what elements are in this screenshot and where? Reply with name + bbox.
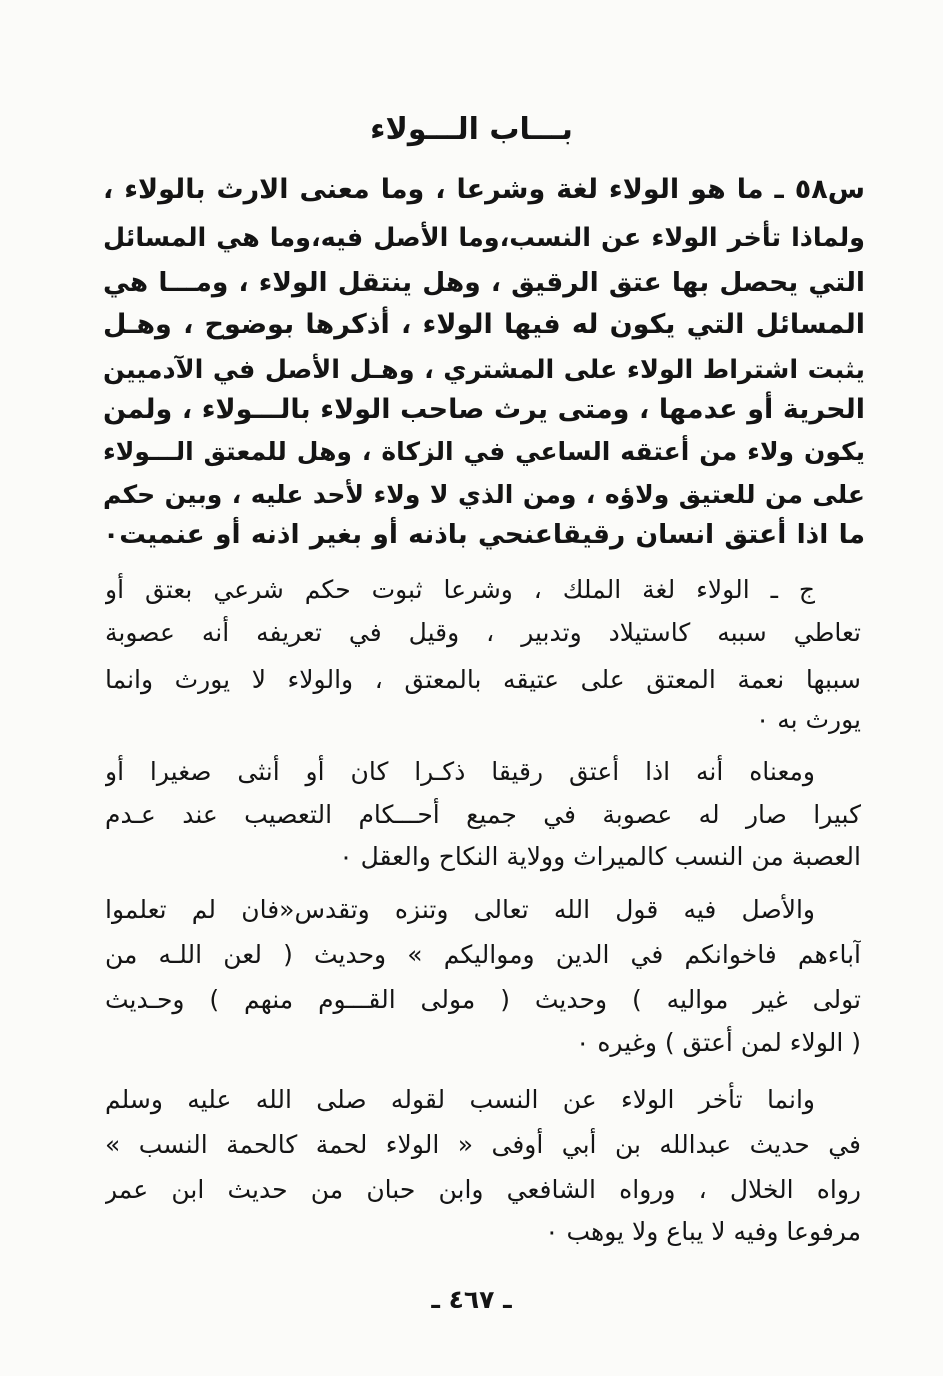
answer-line: العصبة من النسب كالميراث وولاية النكاح والعقل ٠	[339, 842, 861, 871]
question-line: ما اذا أعتق انسان رقيقاعنحي باذنه أو بغير اذنه أو عنميت٠	[103, 519, 865, 550]
answer-line: مرفوعا وفيه لا يباع ولا يوهب ٠	[545, 1217, 861, 1246]
question-line: التي يحصل بها عتق الرقيق ، وهل ينتقل الولاء ، ومـــا هي	[103, 267, 865, 298]
question-line: يكون ولاء من أعتقه الساعي في الزكاة ، وهل للمعتق الـــولاء	[103, 437, 865, 466]
answer-line: وانما تأخر الولاء عن النسب لقوله صلى الله عليه وسلم	[105, 1085, 815, 1114]
answer-line: تعاطي سببه كاستيلاد وتدبير ، وقيل في تعريفه أنه عصوبة	[105, 618, 861, 647]
answer-line: ج ـ الولاء لغة الملك ، وشرعا ثبوت حكم شرعي بعتق أو	[105, 575, 815, 604]
answer-line: ومعناه أنه اذا أعتق رقيقا ذكـرا كان أو أنثى صغيرا أو	[105, 757, 815, 786]
answer-line: في حديث عبدالله بن أبي أوفى « الولاء لحمة كالحمة النسب »	[105, 1130, 861, 1159]
question-line: الحرية أو عدمها ، ومتى يرث صاحب الولاء بالـــولاء ، ولمن	[103, 394, 865, 425]
answer-line: آباءهم فاخوانكم في الدين ومواليكم » وحديث ( لعن اللـه من	[105, 940, 861, 969]
question-line: س٥٨ ـ ما هو الولاء لغة وشرعا ، وما معنى الارث بالولاء ،	[103, 174, 865, 205]
answer-line: رواه الخلال ، ورواه الشافعي وابن حبان من حديث ابن عمر	[105, 1175, 861, 1204]
answer-line: تولى غير مواليه ) وحديث ( مولى القـــوم منهم ) وحـديث	[105, 985, 861, 1014]
page-number: ـ ٤٦٧ ـ	[431, 1285, 512, 1314]
answer-line: والأصل فيه قول الله تعالى وتنزه وتقدس«فان لم تعلموا	[105, 895, 815, 924]
question-line: المسائل التي يكون له فيها الولاء ، أذكرها بوضوح ، وهـل	[103, 309, 865, 340]
answer-line: كبيرا صار له عصوبة في جميع أحـــكام التعصيب عند عـدم	[105, 800, 861, 829]
chapter-title: بـــاب الـــولاء	[370, 112, 573, 147]
answer-line: سببها نعمة المعتق على عتيقه بالمعتق ، والولاء لا يورث وانما	[105, 665, 861, 694]
answer-line: يورث به ٠	[755, 705, 861, 734]
question-line: يثبت اشتراط الولاء على المشتري ، وهـل الأصل في الآدميين	[103, 355, 865, 385]
answer-line: ( الولاء لمن أعتق ) وغيره ٠	[575, 1028, 861, 1057]
question-line: ولماذا تأخر الولاء عن النسب،وما الأصل فيه،وما هي المسائل	[103, 223, 865, 253]
question-line: على من للعتيق ولاؤه ، ومن الذي لا ولاء لأحد عليه ، وبين حكم	[103, 480, 865, 509]
